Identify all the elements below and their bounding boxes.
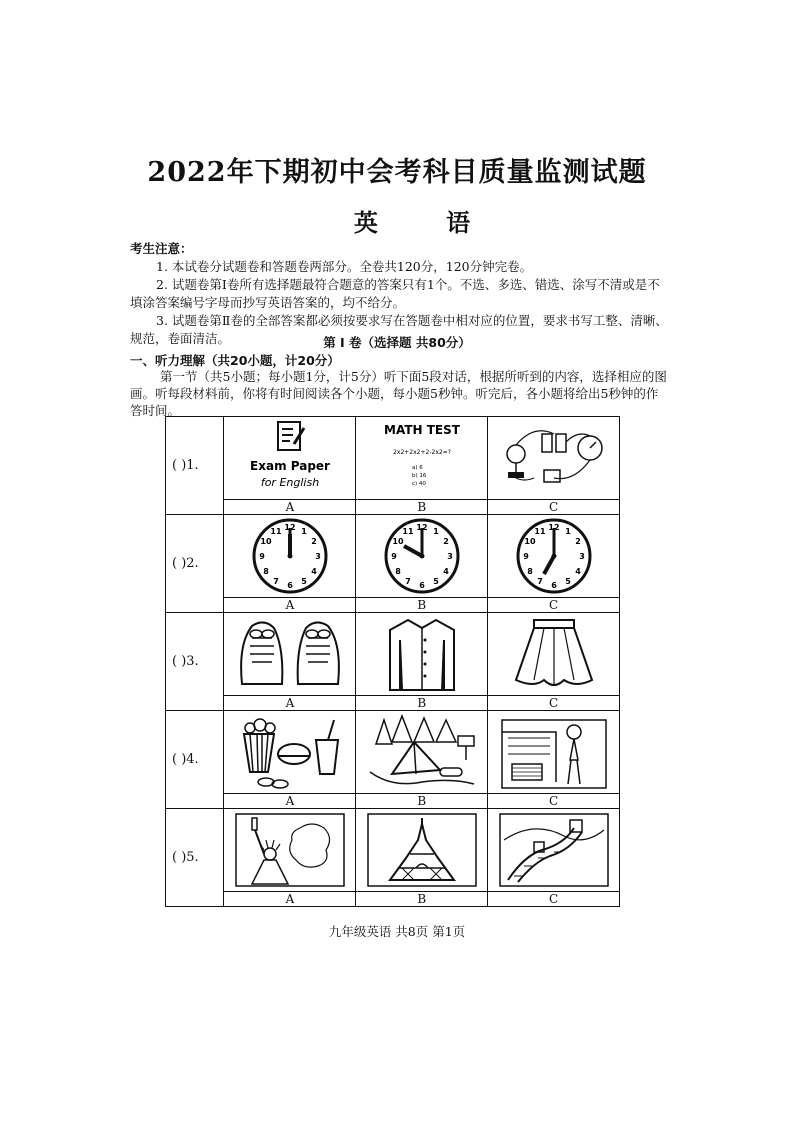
option-label: B <box>356 500 488 515</box>
subject-title: 英 语 <box>353 208 501 237</box>
question-number[interactable]: ( )4. <box>166 711 224 809</box>
option-picture-exam-paper[interactable] <box>224 417 356 500</box>
option-picture-shirt[interactable] <box>356 613 488 696</box>
svg-text:3: 3 <box>578 552 585 561</box>
svg-text:8: 8 <box>263 567 269 576</box>
math-test-title: MATH TEST <box>383 423 460 437</box>
option-picture-fast-food[interactable] <box>224 711 356 794</box>
svg-text:2: 2 <box>442 537 449 546</box>
candidate-notes <box>130 240 670 348</box>
option-picture-eiffel-tower[interactable] <box>356 809 488 892</box>
math-test-option: c) 40 <box>411 481 426 487</box>
option-label: A <box>224 794 356 809</box>
svg-text:5: 5 <box>301 577 307 586</box>
option-picture-math-test[interactable] <box>356 417 488 500</box>
svg-text:2: 2 <box>574 537 581 546</box>
svg-text:12: 12 <box>284 523 296 532</box>
note-item: 1. 本试卷分试题卷和答题卷两部分。全卷共120分，120分钟完卷。 <box>156 259 533 274</box>
svg-text:3: 3 <box>446 552 453 561</box>
option-label: C <box>488 598 620 613</box>
math-test-option: b) 16 <box>411 473 427 479</box>
option-label: C <box>488 892 620 907</box>
option-picture-shoes[interactable] <box>224 613 356 696</box>
svg-text:12: 12 <box>416 523 428 532</box>
svg-text:1: 1 <box>301 527 307 536</box>
option-label: B <box>356 696 488 711</box>
svg-text:5: 5 <box>564 577 571 586</box>
listening-picture-table <box>165 416 620 907</box>
math-test-expr: 2x2+2x2+2-2x2=? <box>392 449 451 456</box>
svg-text:9: 9 <box>522 552 529 561</box>
option-label: B <box>356 598 488 613</box>
exam-title: 2022年下期初中会考科目质量监测试题 <box>147 157 647 188</box>
note-item: 3. 试题卷第Ⅱ卷的全部答案都必须按要求写在答题卷中相对应的位置，要求书写工整、清晰、规范，卷面清洁。 <box>130 313 668 346</box>
svg-text:6: 6 <box>287 581 293 590</box>
svg-text:1: 1 <box>564 527 571 536</box>
page-footer: 九年级英语 共8页 第1页 <box>328 924 466 939</box>
option-picture-great-wall[interactable] <box>488 809 620 892</box>
svg-text:7: 7 <box>273 577 279 586</box>
svg-text:8: 8 <box>526 567 533 576</box>
exam-paper-text: for English <box>260 476 320 489</box>
math-test-option: a) 6 <box>411 465 423 471</box>
option-label: C <box>488 500 620 515</box>
question-number[interactable]: ( )2. <box>166 515 224 613</box>
svg-text:7: 7 <box>404 577 411 586</box>
option-label: B <box>356 794 488 809</box>
svg-text:4: 4 <box>311 567 317 576</box>
svg-text:11: 11 <box>270 527 282 536</box>
option-label: A <box>224 598 356 613</box>
svg-text:11: 11 <box>533 527 546 536</box>
option-label: B <box>356 892 488 907</box>
option-picture-statue-of-liberty[interactable] <box>224 809 356 892</box>
option-picture-shopping[interactable] <box>488 711 620 794</box>
svg-text:8: 8 <box>394 567 401 576</box>
option-picture-camping[interactable] <box>356 711 488 794</box>
question-row <box>166 417 620 500</box>
exam-paper-text: Exam Paper <box>249 459 330 473</box>
svg-text:12: 12 <box>547 523 560 532</box>
notes-heading: 考生注意： <box>130 241 193 256</box>
question-row <box>166 515 620 598</box>
svg-text:6: 6 <box>418 581 425 590</box>
option-picture-clock-twelve[interactable] <box>224 515 356 598</box>
svg-text:5: 5 <box>432 577 439 586</box>
question-number[interactable]: ( )5. <box>166 809 224 907</box>
svg-text:9: 9 <box>259 552 265 561</box>
svg-text:7: 7 <box>536 577 543 586</box>
svg-text:3: 3 <box>315 552 321 561</box>
note-item: 2. 试题卷第Ⅰ卷所有选择题最符合题意的答案只有1个。不选、多选、错选、涂写不清或是不填涂答案编号字母而抄写英语答案的，均不给分。 <box>130 277 660 310</box>
question-row <box>166 613 620 696</box>
volume-heading: 第 Ⅰ 卷（选择题 共80分） <box>323 335 471 350</box>
option-picture-circuit[interactable] <box>488 417 620 500</box>
svg-text:1: 1 <box>432 527 439 536</box>
question-number[interactable]: ( )1. <box>166 417 224 515</box>
option-picture-clock-ten[interactable] <box>356 515 488 598</box>
svg-text:10: 10 <box>392 537 404 546</box>
section1-instructions: 第一节（共5小题；每小题1分，计5分）听下面5段对话，根据所听到的内容，选择相应的图画。听每段材料前，你将有时间阅读各个小题，每小题5秒钟。听完后，各小题将给出5秒钟的作答时间。 <box>130 369 667 418</box>
svg-text:10: 10 <box>260 537 272 546</box>
svg-text:2: 2 <box>311 537 317 546</box>
svg-text:4: 4 <box>442 567 449 576</box>
question-number[interactable]: ( )3. <box>166 613 224 711</box>
svg-text:10: 10 <box>523 537 536 546</box>
svg-text:11: 11 <box>402 527 414 536</box>
option-label: C <box>488 696 620 711</box>
option-label: A <box>224 500 356 515</box>
svg-text:9: 9 <box>390 552 397 561</box>
option-picture-clock-seven[interactable] <box>488 515 620 598</box>
option-label: A <box>224 696 356 711</box>
svg-text:6: 6 <box>550 581 557 590</box>
option-label: C <box>488 794 620 809</box>
section-heading: 一、听力理解（共20小题，计20分） <box>130 353 340 368</box>
svg-text:4: 4 <box>574 567 581 576</box>
question-row <box>166 809 620 892</box>
option-label: A <box>224 892 356 907</box>
question-row <box>166 711 620 794</box>
option-picture-skirt[interactable] <box>488 613 620 696</box>
